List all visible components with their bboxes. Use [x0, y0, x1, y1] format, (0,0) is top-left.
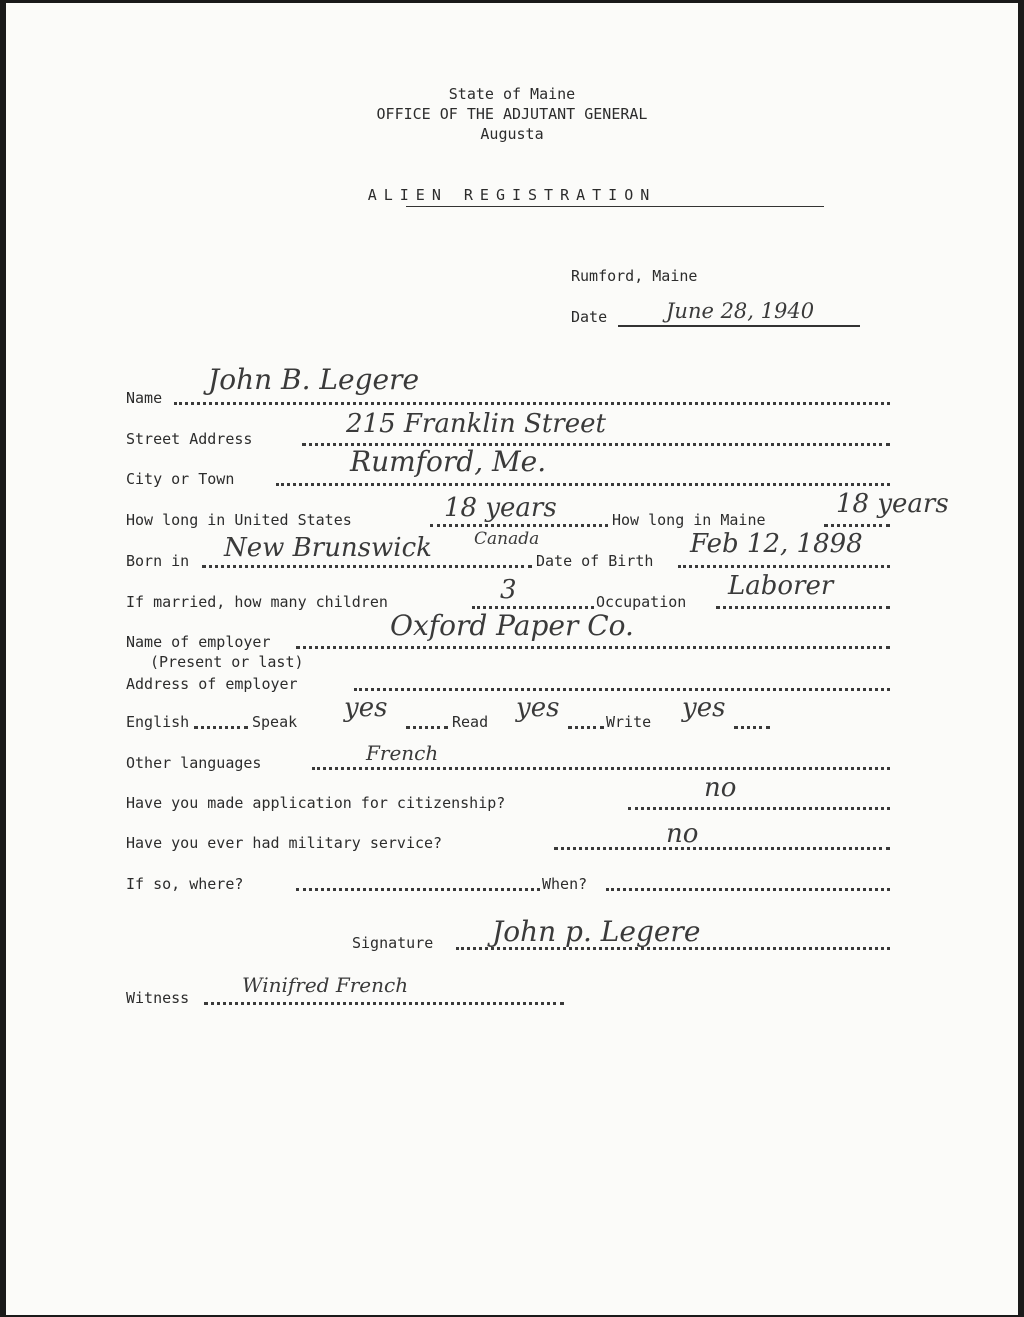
location: Rumford, Maine — [571, 267, 698, 285]
where-label: If so, where? — [126, 875, 244, 893]
when-dots — [606, 888, 890, 891]
employer-sublabel: (Present or last) — [150, 653, 304, 671]
date-value: June 28, 1940 — [666, 299, 815, 323]
dob-value: Feb 12, 1898 — [690, 529, 863, 559]
us-years-dots — [430, 524, 608, 527]
english-label: English — [126, 713, 190, 731]
witness-value: Winifred French — [242, 973, 409, 997]
witness-dots — [204, 1002, 564, 1005]
citizenship-value: no — [704, 773, 737, 803]
employer-address-dots — [354, 688, 890, 691]
maine-years-value: 18 years — [836, 489, 949, 519]
employer-value: Oxford Paper Co. — [390, 609, 634, 642]
name-value: John B. Legere — [208, 363, 420, 396]
signature-value: John p. Legere — [492, 915, 701, 948]
occupation-value: Laborer — [728, 571, 834, 601]
where-dots — [296, 888, 540, 891]
name-dots — [174, 402, 890, 405]
maine-years-dots — [824, 524, 890, 527]
children-value: 3 — [500, 575, 517, 605]
read-dots — [568, 726, 604, 729]
born-value: New Brunswick — [224, 533, 432, 563]
read-label: Read — [452, 713, 489, 731]
date-label: Date — [571, 308, 608, 326]
military-dots — [554, 847, 890, 850]
street-value: 215 Franklin Street — [346, 409, 606, 439]
city-dots — [276, 483, 890, 486]
write-value: yes — [682, 693, 726, 723]
read-value: yes — [516, 693, 560, 723]
born-dots — [202, 565, 532, 568]
employer-dots — [296, 646, 890, 649]
employer-label: Name of employer — [126, 633, 271, 651]
street-label: Street Address — [126, 430, 253, 448]
header-state: State of Maine — [448, 85, 576, 103]
employer-address-label: Address of employer — [126, 675, 298, 693]
signature-label: Signature — [352, 934, 434, 952]
witness-label: Witness — [126, 989, 190, 1007]
children-label: If married, how many children — [126, 593, 388, 611]
maine-years-label: How long in Maine — [612, 511, 766, 529]
write-dots — [734, 726, 770, 729]
dob-label: Date of Birth — [536, 552, 654, 570]
header-city: Augusta — [480, 125, 544, 143]
us-years-value: 18 years — [444, 493, 557, 523]
military-value: no — [666, 819, 699, 849]
born-country: Canada — [474, 529, 540, 549]
registration-form — [6, 3, 1018, 1315]
header-office: OFFICE OF THE ADJUTANT GENERAL — [376, 105, 648, 123]
born-label: Born in — [126, 552, 190, 570]
occupation-label: Occupation — [596, 593, 687, 611]
dob-dots — [678, 565, 890, 568]
title-underline — [406, 206, 824, 207]
speak-label: Speak — [252, 713, 298, 731]
other-languages-value: French — [366, 741, 439, 765]
other-languages-dots — [312, 767, 890, 770]
citizenship-dots — [628, 807, 890, 810]
speak-dots — [406, 726, 448, 729]
name-label: Name — [126, 389, 163, 407]
city-label: City or Town — [126, 470, 235, 488]
when-label: When? — [542, 875, 588, 893]
citizenship-label: Have you made application for citizenship? — [126, 794, 506, 812]
english-dots — [194, 726, 248, 729]
other-languages-label: Other languages — [126, 754, 262, 772]
write-label: Write — [606, 713, 652, 731]
occupation-dots — [716, 606, 890, 609]
military-label: Have you ever had military service? — [126, 834, 443, 852]
date-line — [618, 325, 860, 327]
speak-value: yes — [344, 693, 388, 723]
us-years-label: How long in United States — [126, 511, 352, 529]
form-title: ALIEN REGISTRATION — [367, 186, 657, 204]
city-value: Rumford, Me. — [350, 445, 547, 478]
